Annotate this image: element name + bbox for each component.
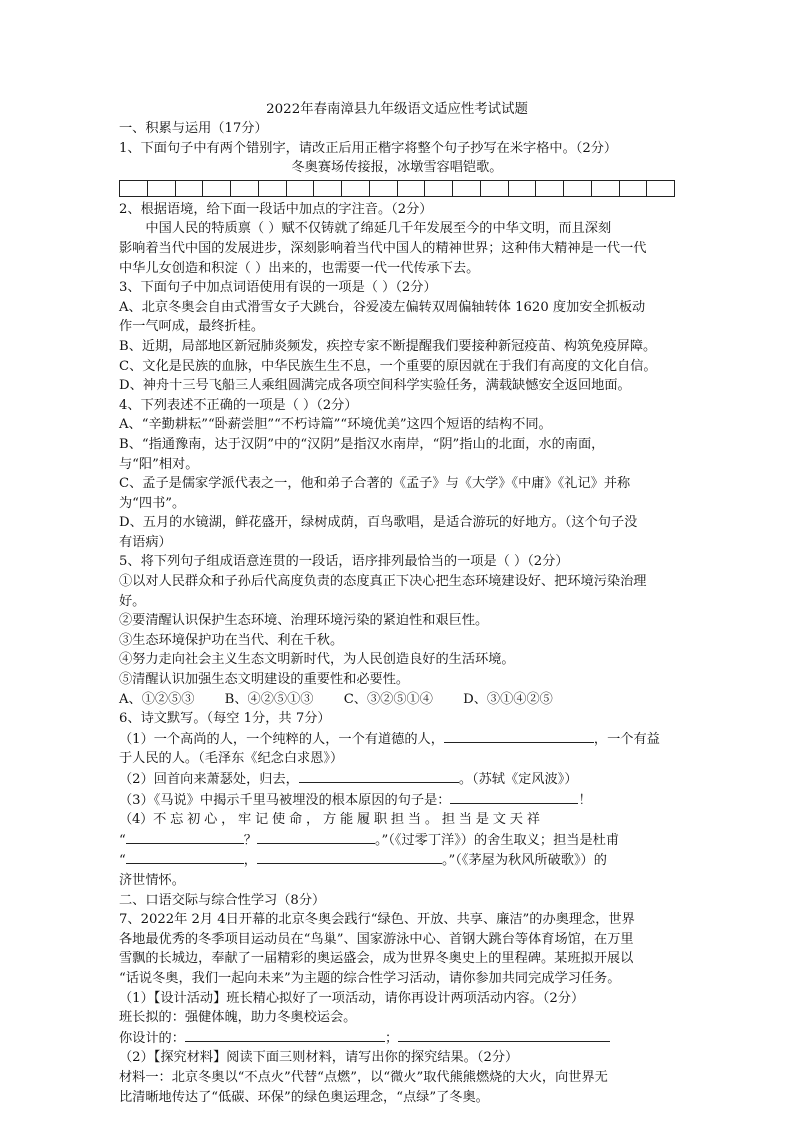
grid-cell[interactable] [176,181,204,196]
q5-option-b: B、④②⑤①③ [224,691,314,707]
q2-passage-line-1: 中国人民的特质禀（ ）赋不仅铸就了绵延几千年发展至今的中华文明，而且深刻 [145,221,612,237]
grid-cell[interactable] [370,181,398,196]
q3-option-a-cont: 作一气呵成，最终折桂。 [119,319,265,335]
q7-class-plan: 班长拟的：强健体魄，助力冬奥校运会。 [119,1010,357,1026]
grid-cell[interactable] [120,181,148,196]
grid-cell[interactable] [647,181,674,196]
answer-blank[interactable] [126,830,244,844]
q6-line-1 [119,729,675,750]
q6-line-4d: 济世情怀。 [119,872,185,888]
q4-option-b-cont: 与“阳”相对。 [119,456,199,472]
q6-line-4b [119,830,675,851]
answer-blank[interactable] [444,729,594,743]
q6-line-3-tail: ！ [578,792,592,808]
q7-sub-1: （1）【设计活动】班长精心拟好了一项活动，请你再设计两项活动内容。（2分） [119,990,585,1006]
q6-line-1-text: （1）一个高尚的人，一个纯粹的人，一个有道德的人， [119,731,444,747]
question-mark: ？ [243,832,257,848]
answer-blank[interactable] [299,769,459,783]
q5-sentence-4: ④努力走向社会主义生态文明新时代，为人民创造良好的生活环境。 [119,652,515,668]
q5-sentence-1: ①以对人民群众和子孙后代高度负责的态度真正下决心把生态环境建设好、把环境污染治理 [119,574,647,590]
q6-line-3 [119,790,675,811]
answer-blank[interactable] [257,850,442,864]
q5-sentence-2: ②要清醒认识保护生态环境、治理环境污染的紧迫性和艰巨性。 [119,613,489,629]
q7-line-2: 各地最优秀的冬季项目运动员在“鸟巢”、国家游泳中心、首钢大跳台等体育场馆，在万里 [119,931,634,947]
answer-blank[interactable] [185,1028,385,1042]
grid-cell[interactable] [536,181,564,196]
grid-cell[interactable] [453,181,481,196]
grid-cell[interactable] [203,181,231,196]
answer-blank[interactable] [126,850,244,864]
q6-line-2-tail: 。（苏轼《定风波》） [458,772,578,787]
exam-page [119,100,675,1107]
q7-line-4: “话说冬奥，我们一起向未来”为主题的综合性学习活动，请你参加共同完成学习任务。 [119,970,621,986]
q3-option-a: A、北京冬奥会自由式滑雪女子大跳台，谷爱凌左偏转双周偏轴转体 1620 度加安全抓板动 [119,299,646,315]
q6-line-4: （4）不 忘 初 心 ， 牢 记 使 命 ， 方 能 履 职 担 当 。 担 当 是 文 天 祥 [119,812,540,828]
answer-blank[interactable] [450,790,578,804]
q7-line-1: 7、2022年 2月 4日开幕的北京冬奥会践行“绿色、开放、共享、廉洁”的办奥理念，世界 [119,912,635,928]
grid-cell[interactable] [148,181,176,196]
answer-blank[interactable] [257,830,375,844]
grid-cell[interactable] [231,181,259,196]
comma-mark: ， [243,853,257,869]
grid-cell[interactable] [481,181,509,196]
grid-cell[interactable] [592,181,620,196]
q6-stem: 6、诗文默写。（每空 1分，共 7分） [119,711,331,727]
q5-stem: 5、将下列句子组成语意连贯的一段话，语序排列最恰当的一项是（ ）（2分） [119,554,569,570]
q6-line-4c-tail: 。”（《茅屋为秋风所破歌》）的 [441,853,607,869]
grid-cell[interactable] [564,181,592,196]
q4-option-a: A、“辛勤耕耘”“卧薪尝胆”“不朽诗篇”“环境优美”这四个短语的结构不同。 [119,417,552,433]
q4-option-c-cont: 为“四书”。 [119,495,186,511]
q5-sentence-5: ⑤清醒认识加强生态文明建设的重要性和必要性。 [119,672,410,688]
q4-option-d-cont: 有语病） [119,534,172,550]
answer-blank[interactable] [398,1028,610,1042]
q7-sub-2: （2）【探究材料】阅读下面三则材料，请写出你的探究结果。（2分） [119,1050,519,1066]
q6-line-3-text: （3）《马说》中揭示千里马被埋没的根本原因的句子是： [119,792,451,808]
q3-option-b: B、近期，局部地区新冠肺炎频发，疾控专家不断提醒我们要接种新冠疫苗、构筑免疫屏障。 [119,338,657,354]
semicolon: ； [384,1030,399,1046]
q2-passage-line-2: 影响着当代中国的发展进步，深刻影响着当代中国人的精神世界；这种伟大精神是一代一代 [119,240,647,256]
grid-cell[interactable] [342,181,370,196]
q5-option-a: A、①②⑤③ [119,691,195,707]
q6-line-4c [119,850,675,871]
q7-your-plan-line [119,1028,675,1049]
q1-stem: 1、下面句子中有两个错别字，请改正后用正楷字将整个句子抄写在米字格中。（2分） [119,140,618,156]
q6-line-4b-tail: 。”（《过零丁洋》）的舍生取义；担当是杜甫 [374,832,620,848]
q5-sentence-3: ③生态环境保护功在当代、利在千秋。 [119,632,344,648]
q3-option-c: C、文化是民族的血脉，中华民族生生不息，一个重要的原因就在于我们有高度的文化自信。 [119,358,657,374]
exam-title: 2022年春南漳县九年级语文适应性考试试题 [266,102,528,117]
q6-line-2 [119,769,675,790]
grid-cell[interactable] [398,181,426,196]
q5-option-c: C、③②⑤①④ [343,691,433,707]
q4-option-b: B、“指通豫南，达于汉阴”中的“汉阴”是指汉水南岸，“阴”指山的北面，水的南面， [119,436,605,452]
q7-line-3: 雪飘的长城边，奉献了一届精彩的奥运盛会，成为世界冬奥史上的里程碑。某班拟开展以 [119,951,634,967]
q4-stem: 4、下列表述不正确的一项是（ ）（2分） [119,397,358,413]
q5-option-d: D、③①④②⑤ [463,691,553,707]
q2-stem: 2、根据语境，给下面一段话中加点的字注音。（2分） [119,201,433,217]
grid-cell[interactable] [314,181,342,196]
grid-cell[interactable] [287,181,315,196]
q1-sentence: 冬奥赛场传接报，冰墩雪容唱铠歌。 [291,160,503,176]
writing-grid[interactable] [119,180,675,197]
grid-cell[interactable] [259,181,287,196]
q6-line-1-cont: 于人民的人。（毛泽东《纪念白求恩》） [119,751,344,767]
q7-your-plan-label: 你设计的： [119,1030,185,1046]
quote-mark: “ [119,853,126,869]
section-2-heading: 二、口语交际与综合性学习（8分） [119,892,326,908]
q4-option-c: C、孟子是儒家学派代表之一，他和弟子合著的《孟子》与《大学》《中庸》《礼记》并称 [119,476,631,492]
q7-material-1: 材料一：北京冬奥以“不点火”代替“点燃”，以“微火”取代熊熊燃烧的大火，向世界无 [119,1069,608,1085]
q5-sentence-1-cont: 好。 [119,593,146,609]
q3-stem: 3、下面句子中加点词语使用有误的一项是（ ）（2分） [119,280,437,296]
q3-option-d: D、神舟十三号飞船三人乘组圆满完成各项空间科学实验任务，满载缺憾安全返回地面。 [119,378,631,394]
q7-material-1-cont: 比清晰地传达了“低碳、环保”的绿色奥运理念，“点绿”了冬奥。 [119,1089,489,1105]
grid-cell[interactable] [509,181,537,196]
q5-options [119,690,675,710]
q6-line-1-tail: ，一个有益 [593,731,660,747]
q2-passage-line-3: 中华儿女创造和积淀（ ）出来的，也需要一代一代传承下去。 [119,260,480,276]
q6-line-2-text: （2）回首向来萧瑟处，归去， [119,772,299,787]
quote-mark: “ [119,832,126,848]
grid-cell[interactable] [620,181,648,196]
section-1-heading: 一、积累与运用（17分） [119,121,268,136]
q4-option-d: D、五月的水镜湖，鲜花盛开，绿树成荫，百鸟歌唱，是适合游玩的好地方。（这个句子没 [119,515,638,531]
grid-cell[interactable] [425,181,453,196]
